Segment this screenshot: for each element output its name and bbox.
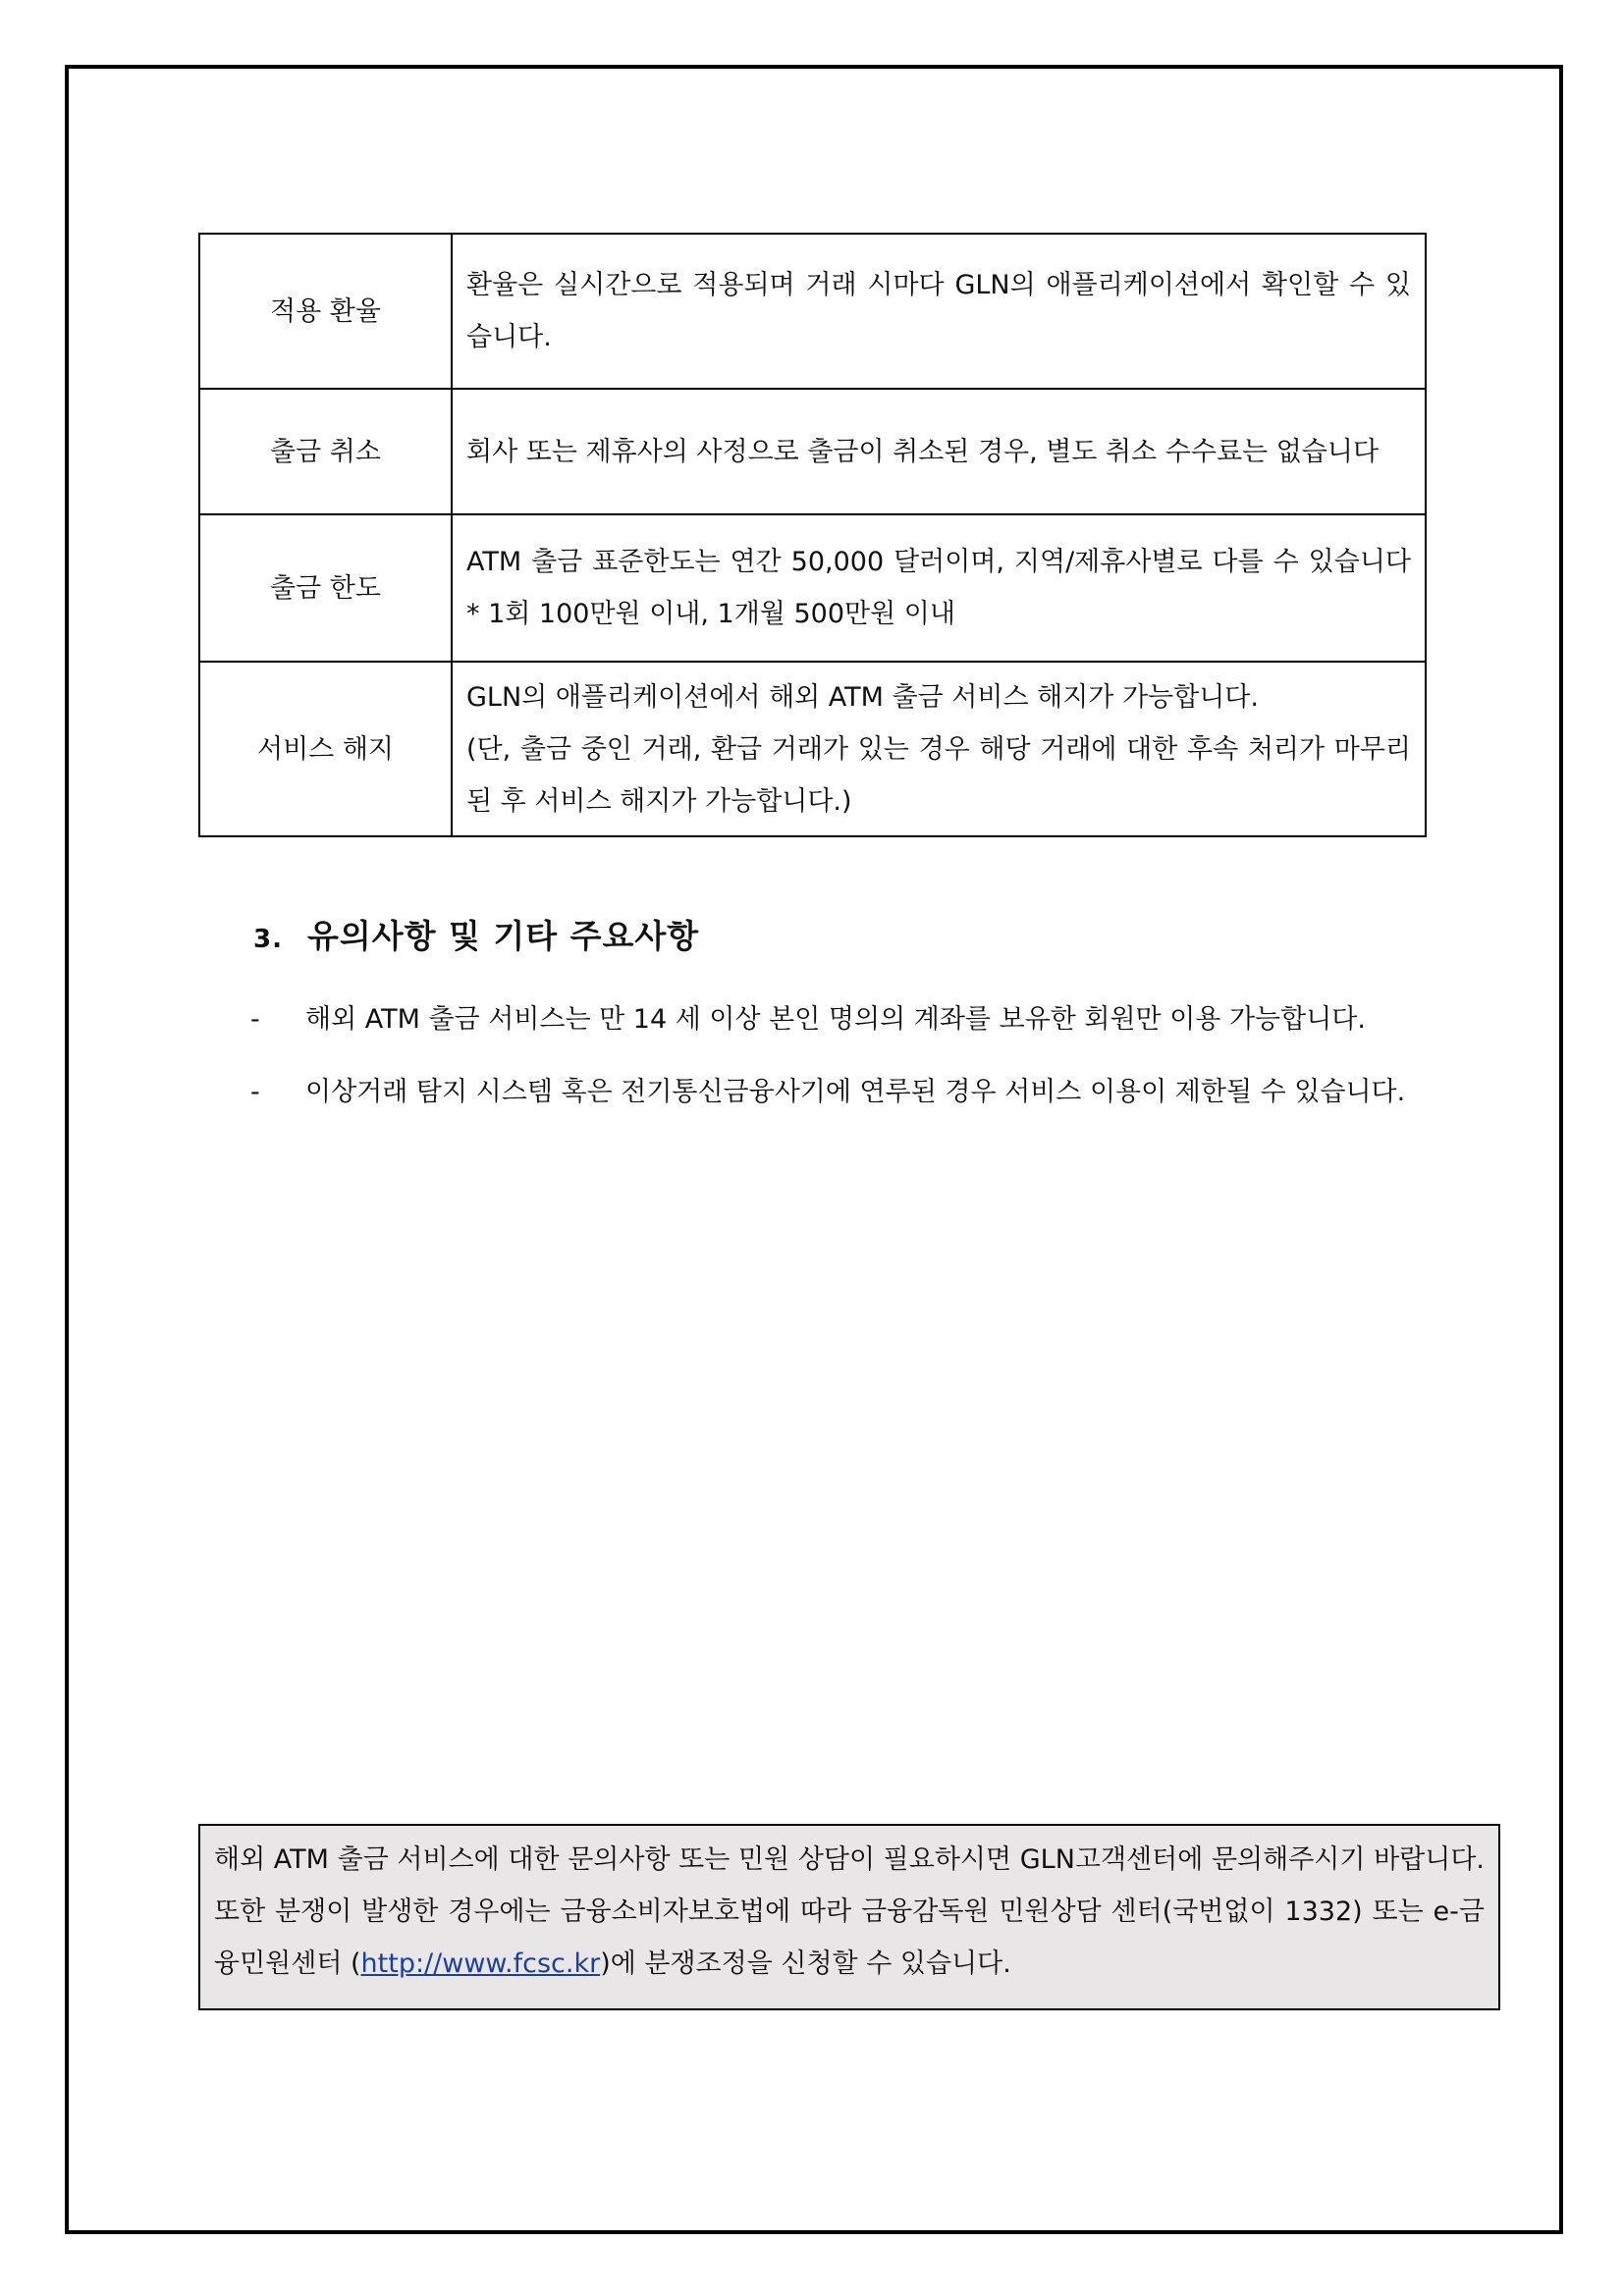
bullet-dash: -: [250, 1004, 260, 1035]
section-number: 3.: [253, 925, 283, 954]
description-line: (단, 출금 중인 거래, 환급 거래가 있는 경우 해당 거래에 대한 후속 처리가 마무리된 후 서비스 해지가 가능합니다.): [466, 733, 1411, 817]
fcsc-link[interactable]: http://www.fcsc.kr: [360, 1949, 601, 1979]
list-item: [250, 993, 1448, 1045]
bullet-dash: -: [250, 1077, 260, 1107]
list-item: [250, 1066, 1448, 1118]
contact-notice-box: [198, 1824, 1500, 2010]
section-heading: [253, 911, 699, 957]
table-row: [199, 234, 1426, 389]
row-label: 적용 환율: [199, 234, 452, 389]
row-label: 출금 한도: [199, 514, 452, 662]
row-label: 서비스 해지: [199, 662, 452, 836]
row-description: 회사 또는 제휴사의 사정으로 출금이 취소된 경우, 별도 취소 수수료는 없습니다: [452, 389, 1426, 514]
row-description: 환율은 실시간으로 적용되며 거래 시마다 GLN의 애플리케이션에서 확인할 수 있습니다.: [452, 234, 1426, 389]
row-description: [452, 662, 1426, 836]
list-item-text: 이상거래 탐지 시스템 혹은 전기통신금융사기에 연루된 경우 서비스 이용이 제한될 수 있습니다.: [305, 1077, 1406, 1107]
description-line: GLN의 애플리케이션에서 해외 ATM 출금 서비스 해지가 가능합니다.: [466, 681, 1259, 713]
notice-text: 해외 ATM 출금 서비스에 대한 문의사항 또는 민원 상담이 필요하시면 GLN고객센터에 문의해주시기 바랍니다. 또한 분쟁이 발생한 경우에는 금융소비자보호법에 따라 금융감독원 민원상담 센터(국번없이 1332) 또는 e-금융민원센터 (: [214, 1844, 1485, 1979]
table-row: [199, 514, 1426, 662]
row-description: ATM 출금 표준한도는 연간 50,000 달러이며, 지역/제휴사별로 다를 수 있습니다 * 1회 100만원 이내, 1개월 500만원 이내: [452, 514, 1426, 662]
terms-table: [198, 233, 1427, 837]
notes-list: [250, 993, 1448, 1139]
notice-text-end: )에 분쟁조정을 신청할 수 있습니다.: [600, 1949, 1011, 1979]
section-title: 유의사항 및 기타 주요사항: [307, 917, 700, 955]
row-label: 출금 취소: [199, 389, 452, 514]
list-item-text: 해외 ATM 출금 서비스는 만 14 세 이상 본인 명의의 계좌를 보유한 회원만 이용 가능합니다.: [305, 1004, 1366, 1035]
table-row: [199, 389, 1426, 514]
table-row: [199, 662, 1426, 836]
